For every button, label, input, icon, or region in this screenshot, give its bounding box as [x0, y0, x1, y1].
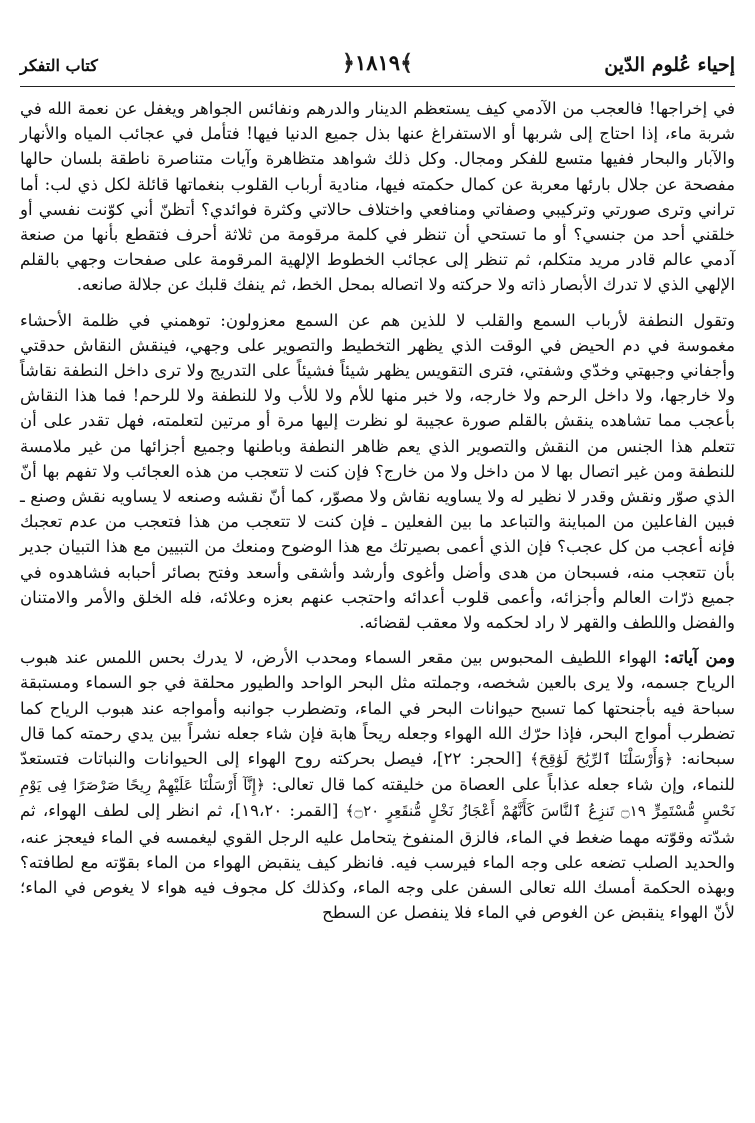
- header-divider: [20, 86, 735, 87]
- quran-verse-1: ﴿وَأَرْسَلْنَا ٱلرِّيَٰحَ لَوَٰقِحَ﴾: [530, 750, 673, 769]
- paragraph-3: [20, 645, 735, 925]
- verse-ref-2: [القمر: ١٩،٢٠]،: [222, 801, 346, 821]
- paragraph-1: في إخراجها! فالعجب من الآدمي كيف يستعظم الدينار والدرهم ونفائس الجواهر ويغفل عن نعمة الله في شربة ماء، إذا احتاج إلى شربها أو الاستفراغ عنها بذل جميع الدنيا فيها! فتأمل في عجائب المياه والأنهار والآبار والبحار ففيها متسع للفكر ومجال. وكل ذلك شواهد متظاهرة وآيات متناصرة ناطقة بلسان حالها مفصحة عن جلال بارئها معربة عن كمال حكمته فيها، منادية أرباب القلوب بنغماتها قائلة لكل ذي لب: أما تراني وترى صورتي وتركيبي وصفاتي ومنافعي واختلاف حالاتي وكثرة فوائدي؟ أتظنّ أني كوّنت نفسي أو خلقني أحد من جنسي؟ أو ما تستحي أن تنظر في كلمة مرقومة من ثلاثة أحرف فتقطع بأنها من صنعة آدمي عالم قادر مريد متكلم، ثم تنظر إلى عجائب الخطوط الإلهية المرقومة على صفحات وجهي بالقلم الإلهي الذي لا تدرك الأبصار ذاته ولا حركته ولا اتصاله بمحل الخط، ثم ينفك قلبك عن جلالة صانعه.: [20, 99, 735, 295]
- paragraph-3-text-2: فيصل بحركته روح الهواء إلى الحيوانات والنباتات فتستعدّ للنماء، وإن شاء جعله عذاباً على العصاة من خليقته كما قال تعالى:: [20, 749, 735, 795]
- paragraph-2: وتقول النطفة لأرباب السمع والقلب لا للذين هم عن السمع معزولون: توهمني في ظلمة الأحشاء مغموسة في دم الحيض في الوقت الذي يظهر التخطيط والتصوير على وجهي، فينقش النقاش حدقتي وأجفاني وجبهتي وخدّي وشفتي، فترى التقويس يظهر شيئاً فشيئاً على التدريج ولا ترى داخل النطفة نقاشاً ولا خارجها، ولا داخل الرحم ولا خارجه، ولا خبر منها للأم ولا للأب ولا للنطفة ولا للرحم! فما هذا النقاش بأعجب مما تشاهده ينقش بالقلم صورة عجيبة لو نظرت إليها مرة أو مرتين لتعلمته، فهل تقدر على أن تتعلم هذا الجنس من النقش والتصوير الذي يعم ظاهر النطفة وباطنها وجميع أجزائها من غير ملامسة للنطفة ومن غير اتصال بها لا من داخل ولا من خارج؟ فإن كنت لا تتعجب من هذه العجائب ولا تفهم بها أنّ الذي صوّر ونقش وقدر لا نظير له ولا يساويه نقاش ولا مصوّر، كما أنّ نقشه وصنعه لا يساويه نقش وصنع ـ فبين الفاعلين من المباينة والتباعد ما بين الفعلين ـ فإن كنت لا تتعجب من هذا فتعجب من عدم تعجبك فإنه أعجب من كل عجب؟ فإن الذي أعمى بصيرتك مع هذا الوضوح ومنعك من التبيين مع هذا التبيان جدير بأن تتعجب منه، فسبحان من هدى وأضل وأغوى وأرشد وأشقى وأسعد وفتح بصائر أحبابه فشاهدوه في جميع ذرّات العالم وأجزائه، وأعمى قلوب أعدائه واحتجب عنهم بعزه وعلائه، فله الخلق والأمر والامتنان والفضل واللطف والقهر لا راد لحكمه ولا معقب لقضائه.: [20, 310, 735, 633]
- page-number-box: [342, 50, 413, 76]
- section-lead: ومن آياته:: [663, 647, 735, 668]
- quran-verse-2: ﴿إِنَّآ أَرْسَلْنَا عَلَيْهِمْ رِيحًا صَرْصَرًا فِى يَوْمِ نَحْسٍ مُّسْتَمِرٍّ ۝١٩ تَنزِعُ ٱلنَّاسَ كَأَنَّهُمْ أَعْجَازُ نَخْلٍ مُّنقَعِرٍ ۝٢٠﴾: [20, 776, 735, 821]
- page-header: [20, 50, 735, 86]
- ornament-left-brace: ﴿: [342, 50, 355, 76]
- chapter-title: كتاب التفكر: [20, 56, 98, 75]
- ornament-right-brace: ﴾: [400, 50, 413, 76]
- verse-ref-1: [الحجر: ٢٢]،: [423, 749, 531, 769]
- page-number: ١٨١٩: [354, 50, 401, 75]
- paragraph-3-text-3: ثم انظر إلى لطف الهواء، ثم شدّته وقوّته مهما ضغط في الماء، فالزق المنفوخ يتحامل عليه الرجل القوي ليغمسه في الماء فيعجز عنه، والحديد الصلب تضعه على وجه الماء فيرسب فيه. فانظر كيف ينقبض الهواء من الماء بقوّته مع لطافته؟ وبهذه الحكمة أمسك الله تعالى السفن على وجه الماء، وكذلك كل مجوف فيه هواء لا يغوص في الماء؛ لأنّ الهواء ينقبض عن الغوص في الماء فلا ينفصل عن السطح: [20, 801, 735, 923]
- book-title: إحياء عُلوم الدّين: [604, 54, 735, 76]
- page-body: [20, 96, 735, 936]
- paragraph-3-text-1: الهواء اللطيف المحبوس بين مقعر السماء ومحدب الأرض، لا يدرك بحس اللمس عند هبوب الرياح جسمه، ولا يرى بالعين شخصه، وجملته مثل البحر الواحد والطيور محلقة في جو السماء ومستبقة سباحة فيه بأجنحتها كما تسبح حيوانات البحر في الماء، وتضطرب جوانبه وأمواجه عند هبوب الرياح كما تضطرب أمواج البحر، فإذا حرّك الله الهواء وجعله ريحاً هابة فإن شاء جعله نشراً بين يدي رحمته كما قال سبحانه:: [20, 648, 735, 769]
